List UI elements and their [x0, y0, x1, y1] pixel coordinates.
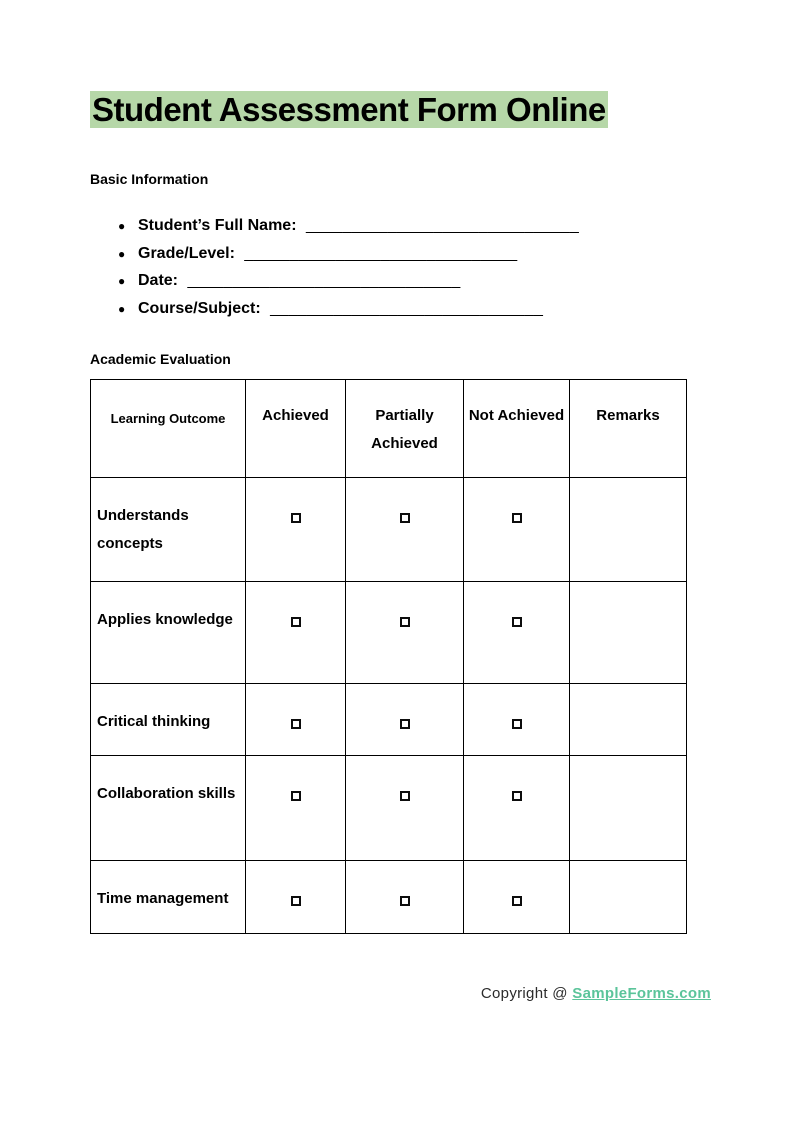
cell-remarks — [570, 582, 687, 684]
section-heading-basic-information: Basic Information — [90, 171, 209, 187]
table-row — [91, 861, 687, 934]
field-blank-line: ______________________________ — [305, 217, 579, 234]
cell-remarks — [570, 756, 687, 861]
checkbox-icon[interactable] — [291, 791, 301, 801]
cell-achieved — [246, 478, 346, 582]
cell-not-achieved — [464, 582, 570, 684]
checkbox-icon[interactable] — [512, 719, 522, 729]
checkbox-icon[interactable] — [400, 719, 410, 729]
checkbox-icon[interactable] — [291, 896, 301, 906]
column-header-achieved: Achieved — [246, 380, 346, 478]
bullet-icon: ● — [118, 301, 126, 316]
field-date — [118, 267, 711, 295]
table-row — [91, 756, 687, 861]
cell-not-achieved — [464, 756, 570, 861]
outcome-label: Time management — [91, 861, 246, 934]
cell-remarks — [570, 861, 687, 934]
outcome-label: Understands concepts — [91, 478, 246, 582]
copyright-text: Copyright @ — [480, 985, 568, 1003]
checkbox-icon[interactable] — [512, 513, 522, 523]
cell-partially-achieved — [346, 478, 464, 582]
basic-information-field-list — [90, 212, 711, 322]
field-label: Course/Subject: — [138, 299, 261, 317]
field-blank-line: ______________________________ — [270, 299, 544, 317]
checkbox-icon[interactable] — [291, 513, 301, 523]
section-heading-academic-evaluation: Academic Evaluation — [90, 351, 231, 368]
cell-not-achieved — [464, 478, 570, 582]
field-grade-level — [118, 240, 711, 268]
checkbox-icon[interactable] — [291, 719, 301, 729]
field-blank-line: ______________________________ — [187, 272, 461, 290]
checkbox-icon[interactable] — [400, 513, 410, 523]
field-label: Date: — [138, 272, 179, 290]
sampleforms-link[interactable]: SampleForms.com — [572, 985, 711, 1003]
field-blank-line: ______________________________ — [244, 244, 518, 262]
cell-achieved — [246, 756, 346, 861]
cell-achieved — [246, 582, 346, 684]
checkbox-icon[interactable] — [512, 896, 522, 906]
checkbox-icon[interactable] — [400, 896, 410, 906]
bullet-icon: ● — [118, 274, 126, 289]
column-header-partially-achieved: Partially Achieved — [346, 380, 464, 478]
page-title-highlight: Student Assessment Form Online — [92, 91, 606, 128]
bullet-icon: ● — [118, 219, 126, 233]
checkbox-icon[interactable] — [512, 617, 522, 627]
cell-remarks — [570, 684, 687, 756]
cell-achieved — [246, 861, 346, 934]
column-header-remarks: Remarks — [570, 380, 687, 478]
table-header-row — [91, 380, 687, 478]
field-student-full-name — [118, 212, 711, 240]
page-title — [90, 88, 711, 131]
field-label: Grade/Level: — [138, 244, 235, 262]
cell-partially-achieved — [346, 684, 464, 756]
footer — [90, 985, 711, 1002]
table-row — [91, 478, 687, 582]
column-header-learning-outcome: Learning Outcome — [91, 380, 246, 478]
cell-not-achieved — [464, 861, 570, 934]
cell-not-achieved — [464, 684, 570, 756]
bullet-icon: ● — [118, 246, 126, 261]
checkbox-icon[interactable] — [400, 617, 410, 627]
outcome-label: Critical thinking — [91, 684, 246, 756]
academic-evaluation-table — [90, 379, 687, 934]
document-page — [0, 88, 801, 1002]
field-label: Student’s Full Name: — [138, 217, 297, 234]
cell-remarks — [570, 478, 687, 582]
cell-partially-achieved — [346, 861, 464, 934]
outcome-label: Applies knowledge — [91, 582, 246, 684]
cell-partially-achieved — [346, 582, 464, 684]
cell-partially-achieved — [346, 756, 464, 861]
field-course-subject — [118, 295, 711, 323]
column-header-not-achieved: Not Achieved — [464, 380, 570, 478]
outcome-label: Collaboration skills — [91, 756, 246, 861]
checkbox-icon[interactable] — [400, 791, 410, 801]
checkbox-icon[interactable] — [291, 617, 301, 627]
checkbox-icon[interactable] — [512, 791, 522, 801]
cell-achieved — [246, 684, 346, 756]
table-row — [91, 582, 687, 684]
table-row — [91, 684, 687, 756]
